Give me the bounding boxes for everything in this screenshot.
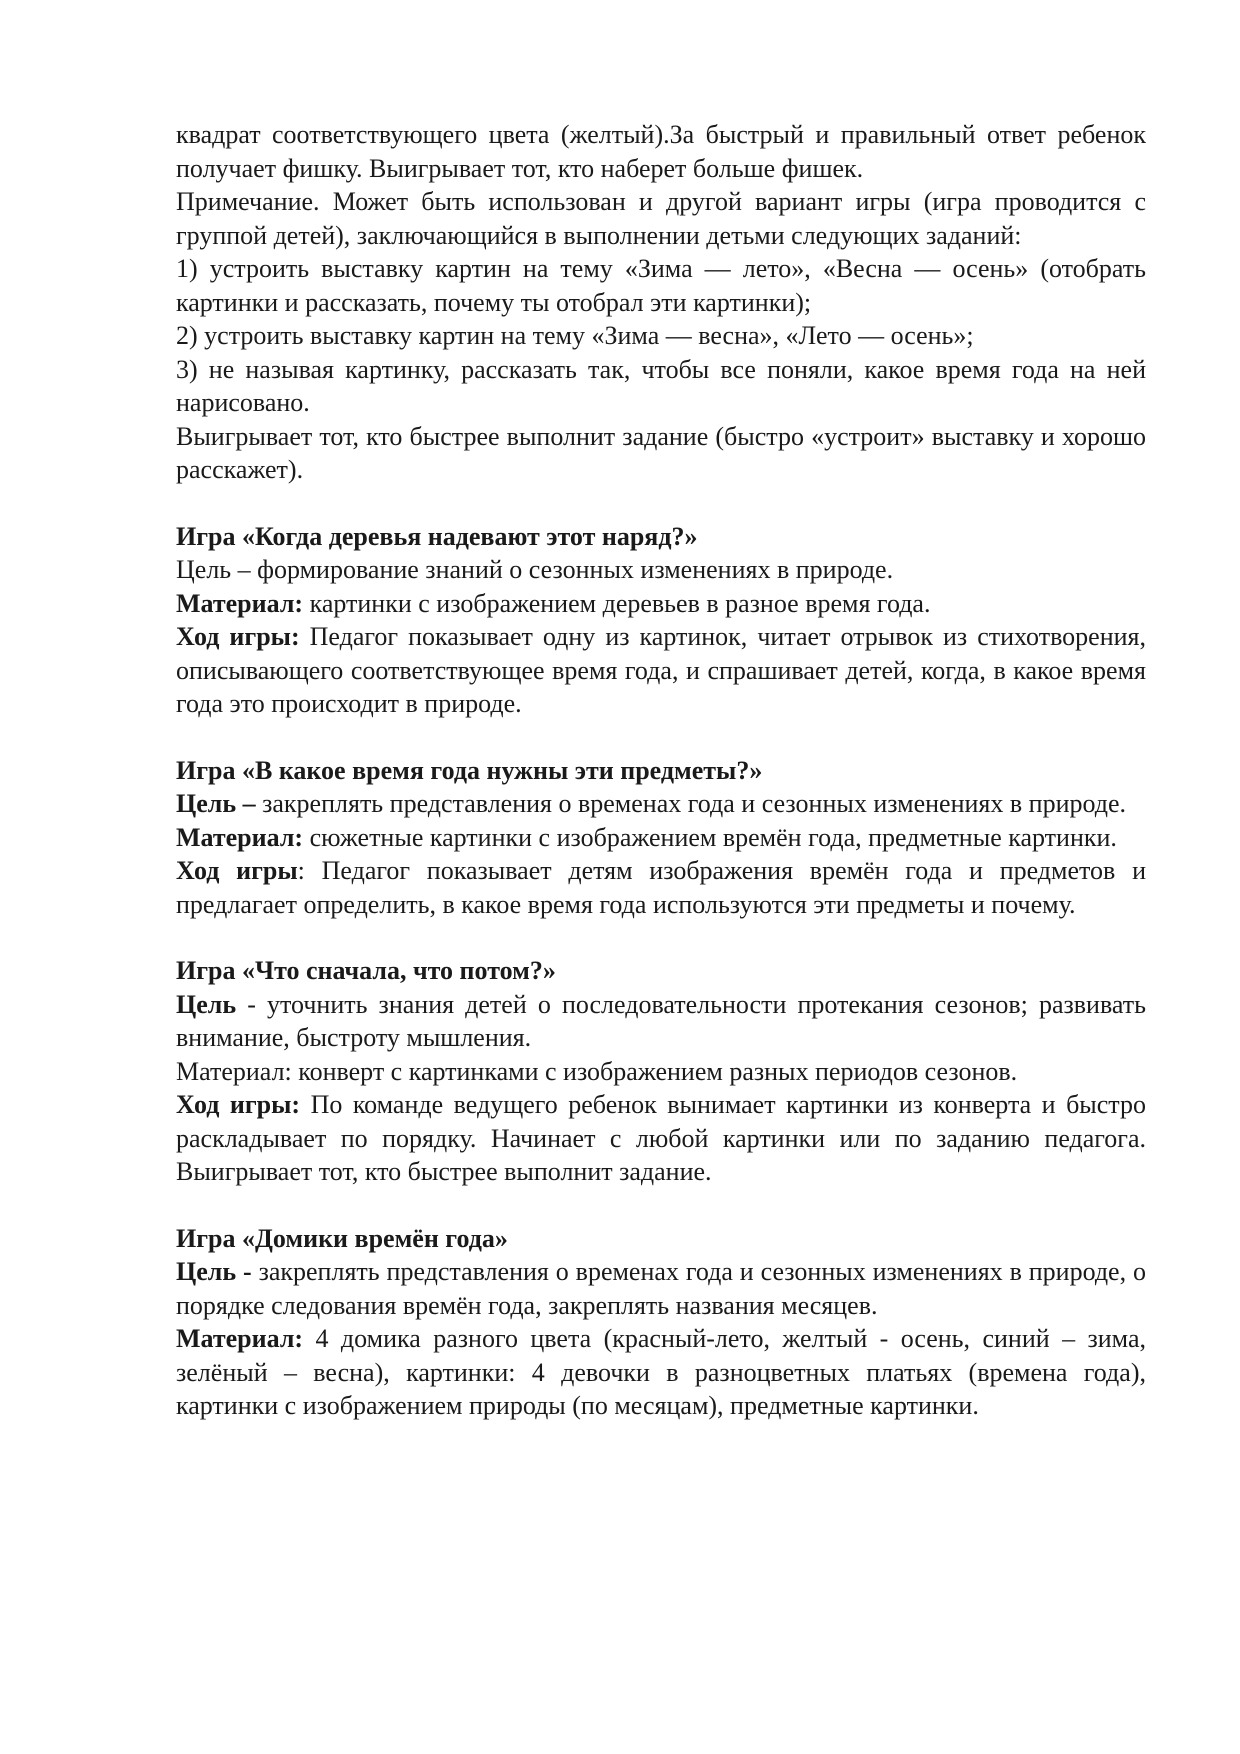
task-item-1: 1) устроить выставку картин на тему «Зима — лето», «Весна — осень» (отобрать картинки и рассказать, почему ты отобрал эти картинки);: [176, 254, 1146, 317]
material-label: Материал:: [176, 822, 304, 852]
course-label: Ход игры: [176, 856, 298, 885]
game-4-material: Материал: 4 домика разного цвета (красный-лето, желтый - осень, синий – зима, зелёный – весна), картинки: 4 девочки в разноцветных платьях (времена года), картинки с изображением природы (по месяцам), предметные картинки.: [176, 1324, 1146, 1420]
game-3-title: Игра «Что сначала, что потом?»: [176, 956, 556, 985]
document-page: [176, 118, 1146, 1423]
game-1-goal: Цель – формирование знаний о сезонных изменениях в природе.: [176, 555, 894, 584]
game-1-material: Материал: картинки с изображением деревьев в разное время года.: [176, 588, 931, 618]
game-2-course: Ход игры: Педагог показывает детям изображения времён года и предметов и предлагает определить, в какое время года используются эти предметы и почему.: [176, 856, 1146, 919]
course-label: Ход игры:: [176, 1090, 301, 1119]
material-label: Материал:: [176, 1324, 304, 1353]
game-section-1: [176, 520, 1146, 721]
winner-paragraph: Выигрывает тот, кто быстрее выполнит задание (быстро «устроит» выставку и хорошо расскажет).: [176, 421, 1146, 484]
note-paragraph: Примечание. Может быть использован и другой вариант игры (игра проводится с группой детей), заключающийся в выполнении детьми следующих заданий:: [176, 187, 1146, 250]
game-2-material: Материал: сюжетные картинки с изображением времён года, предметные картинки.: [176, 822, 1117, 852]
game-section-4: [176, 1222, 1146, 1423]
goal-label: Цель –: [176, 789, 256, 818]
game-section-2: [176, 754, 1146, 922]
material-label: Материал:: [176, 588, 304, 618]
task-item-3: 3) не называя картинку, рассказать так, чтобы все поняли, какое время года на ней нарисовано.: [176, 354, 1146, 417]
game-1-title: Игра «Когда деревья надевают этот наряд?»: [176, 521, 698, 551]
game-3-material: Материал: конверт с картинками с изображением разных периодов сезонов.: [176, 1056, 1018, 1086]
game-1-course: Ход игры: Педагог показывает одну из картинок, читает отрывок из стихотворения, описывающего соответствующее время года, и спрашивает детей, когда, в какое время года это происходит в природе.: [176, 622, 1146, 718]
game-3-course: Ход игры: По команде ведущего ребенок вынимает картинки из конверта и быстро раскладывает по порядку. Начинает с любой картинки или по заданию педагога. Выигрывает тот, кто быстрее выполнит задание.: [176, 1090, 1146, 1186]
intro-paragraph: квадрат соответствующего цвета (желтый).За быстрый и правильный ответ ребенок получает фишку. Выигрывает тот, кто наберет больше фишек.: [176, 120, 1146, 183]
game-2-goal: Цель – закреплять представления о временах года и сезонных изменениях в природе.: [176, 789, 1127, 818]
game-3-goal: Цель - уточнить знания детей о последовательности протекания сезонов; развивать внимание, быстроту мышления.: [176, 989, 1146, 1052]
game-4-goal: Цель - закреплять представления о временах года и сезонных изменениях в природе, о порядке следования времён года, закреплять названия месяцев.: [176, 1257, 1147, 1320]
goal-label: Цель: [176, 989, 237, 1019]
goal-label: Цель -: [176, 1257, 252, 1286]
game-section-3: [176, 954, 1146, 1189]
game-4-title: Игра «Домики времён года»: [176, 1223, 508, 1253]
course-label: Ход игры:: [176, 622, 300, 651]
task-item-2: 2) устроить выставку картин на тему «Зима — весна», «Лето — осень»;: [176, 321, 974, 350]
game-2-title: Игра «В какое время года нужны эти предметы?»: [176, 755, 763, 785]
